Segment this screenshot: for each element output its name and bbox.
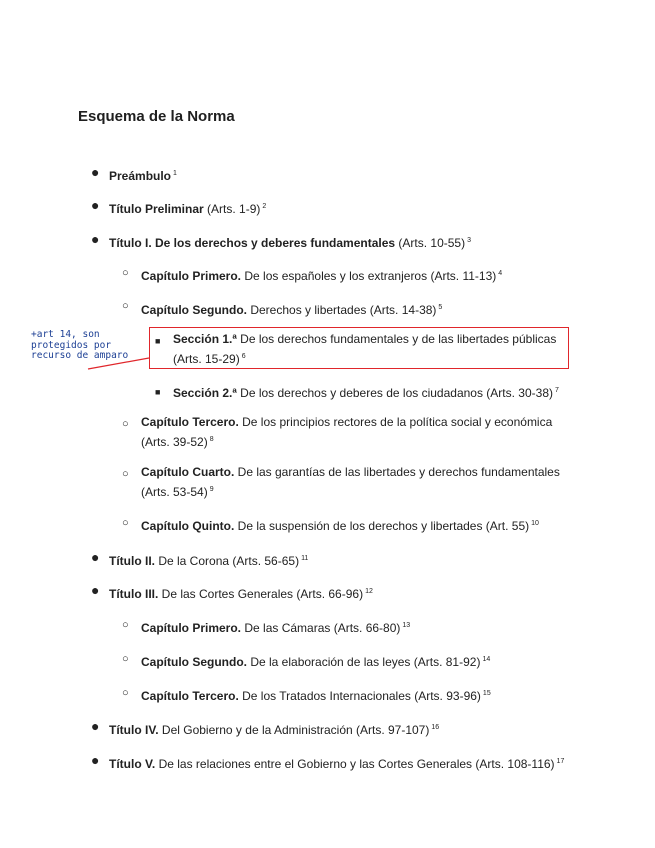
- page-title: Esquema de la Norma: [78, 108, 235, 125]
- footnote-ref[interactable]: 1: [173, 170, 177, 177]
- footnote-ref[interactable]: 14: [482, 656, 491, 663]
- item-heading: Título V.: [109, 757, 156, 771]
- footnote-ref[interactable]: 8: [209, 436, 214, 443]
- footnote-ref[interactable]: 10: [531, 520, 539, 527]
- footnote-ref[interactable]: 2: [262, 203, 267, 210]
- item-text-continued: (Arts. 39-52): [141, 435, 208, 449]
- item-text: De los derechos y deberes de los ciudadanos (Arts. 30-38): [236, 386, 553, 400]
- item-heading: Capítulo Tercero.: [141, 415, 239, 429]
- footnote-ref[interactable]: 6: [241, 353, 246, 360]
- item-heading: Sección 2.ª: [173, 386, 237, 400]
- item-heading: Sección 1.ª: [173, 332, 237, 346]
- bullet-disc-icon: ●: [91, 549, 100, 565]
- item-text: De los Tratados Internacionales (Arts. 93-96): [238, 689, 481, 703]
- item-text: De las garantías de las libertades y derechos fundamentales: [234, 465, 560, 479]
- item-heading: Capítulo Quinto.: [141, 519, 235, 533]
- item-heading: Capítulo Primero.: [141, 621, 242, 635]
- footnote-ref[interactable]: 12: [365, 588, 373, 595]
- item-heading: Título II.: [109, 554, 155, 568]
- footnote-ref[interactable]: 3: [467, 237, 472, 244]
- footnote-ref[interactable]: 17: [556, 758, 565, 765]
- bullet-circle-icon: ○: [122, 653, 129, 665]
- item-text: De las Cortes Generales (Arts. 66-96): [158, 587, 364, 601]
- bullet-circle-icon: ○: [122, 687, 129, 699]
- item-text: De la elaboración de las leyes (Arts. 81-92): [247, 655, 481, 669]
- item-text: De los derechos fundamentales y de las libertades públicas: [236, 332, 557, 346]
- item-text: (Arts. 10-55): [395, 236, 466, 250]
- footnote-ref[interactable]: 11: [301, 555, 309, 562]
- item-text: De las Cámaras (Arts. 66-80): [241, 621, 401, 635]
- footnote-ref[interactable]: 5: [438, 304, 443, 311]
- footnote-ref[interactable]: 4: [498, 270, 503, 277]
- footnote-ref[interactable]: 16: [431, 724, 440, 731]
- item-heading: Preámbulo: [109, 169, 172, 183]
- bullet-disc-icon: ●: [91, 752, 100, 768]
- item-text: Del Gobierno y de la Administración (Arts. 97-107): [158, 723, 430, 737]
- bullet-disc-icon: ●: [91, 582, 100, 598]
- item-text: De las relaciones entre el Gobierno y las Cortes Generales (Arts. 108-116): [155, 757, 555, 771]
- bullet-square-icon: ■: [155, 387, 161, 397]
- item-text: Derechos y libertades (Arts. 14-38): [247, 303, 437, 317]
- item-heading: Título Preliminar: [109, 202, 204, 216]
- item-text-continued: (Arts. 15-29): [173, 352, 240, 366]
- item-text: De los españoles y los extranjeros (Arts. 11-13): [241, 269, 497, 283]
- bullet-circle-icon: ○: [122, 619, 129, 631]
- item-heading: Capítulo Cuarto.: [141, 465, 235, 479]
- bullet-square-icon: ■: [155, 336, 161, 346]
- bullet-disc-icon: ●: [91, 197, 100, 213]
- item-heading: Capítulo Segundo.: [141, 655, 247, 669]
- bullet-circle-icon: ○: [122, 267, 129, 279]
- item-text: De la suspensión de los derechos y libertades (Art. 55): [234, 519, 530, 533]
- item-heading: Capítulo Primero.: [141, 269, 242, 283]
- footnote-ref[interactable]: 9: [209, 486, 214, 493]
- footnote-ref[interactable]: 7: [554, 387, 559, 394]
- bullet-circle-icon: ○: [122, 300, 129, 312]
- bullet-circle-icon: ○: [122, 517, 129, 529]
- item-text-continued: (Arts. 53-54): [141, 485, 208, 499]
- annotation-note: +art 14, son protegidos por recurso de amparo: [31, 329, 129, 361]
- bullet-circle-icon: ○: [122, 418, 129, 430]
- item-text: De los principios rectores de la política social y económica: [238, 415, 553, 429]
- item-heading: Título I. De los derechos y deberes fundamentales: [109, 236, 396, 250]
- item-heading: Capítulo Tercero.: [141, 689, 239, 703]
- item-text: (Arts. 1-9): [203, 202, 261, 216]
- bullet-circle-icon: ○: [122, 468, 129, 480]
- footnote-ref[interactable]: 13: [402, 622, 411, 629]
- footnote-ref[interactable]: 15: [482, 690, 491, 697]
- item-heading: Capítulo Segundo.: [141, 303, 247, 317]
- bullet-disc-icon: ●: [91, 718, 100, 734]
- bullet-disc-icon: ●: [91, 164, 100, 180]
- item-heading: Título III.: [109, 587, 159, 601]
- item-text: De la Corona (Arts. 56-65): [155, 554, 300, 568]
- bullet-disc-icon: ●: [91, 231, 100, 247]
- item-heading: Título IV.: [109, 723, 159, 737]
